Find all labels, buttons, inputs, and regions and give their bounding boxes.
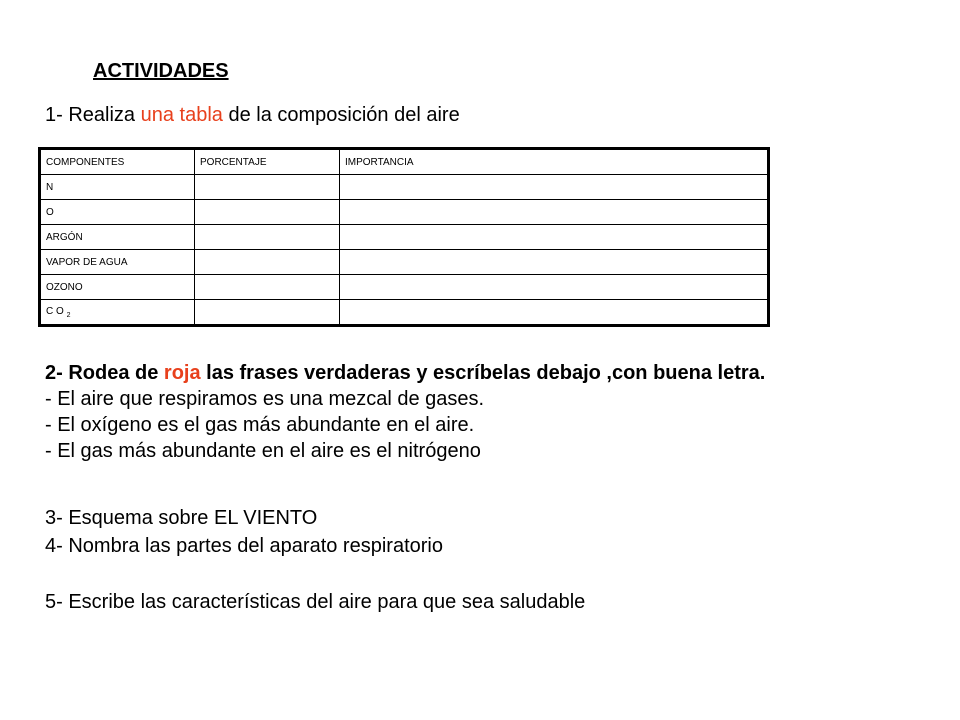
table-row (40, 200, 769, 225)
row-importance-cell (340, 300, 769, 326)
header-porcentaje: PORCENTAJE (195, 149, 340, 175)
row-importance-cell (340, 175, 769, 200)
row-percentage-cell (195, 250, 340, 275)
table-row (40, 300, 769, 326)
row-percentage-cell (195, 300, 340, 326)
row-component: VAPOR DE AGUA (40, 250, 195, 275)
statement-3: - El gas más abundante en el aire es el nitrógeno (45, 440, 481, 462)
question-2-highlight: roja (163, 362, 201, 384)
row-percentage-cell (195, 175, 340, 200)
question-5: 5- Escribe las características del aire para que sea saludable (45, 591, 586, 613)
row-component: OZONO (40, 275, 195, 300)
table-row (40, 250, 769, 275)
question-1 (45, 104, 460, 127)
question-2-heading (45, 360, 765, 386)
composition-table (38, 147, 770, 327)
header-componentes: COMPONENTES (40, 149, 195, 175)
question-1-text-start: 1- Realiza (45, 104, 141, 126)
header-importancia: IMPORTANCIA (340, 149, 769, 175)
row-importance-cell (340, 275, 769, 300)
row-importance-cell (340, 200, 769, 225)
question-2-block (45, 360, 765, 464)
question-3: 3- Esquema sobre EL VIENTO (45, 507, 318, 529)
row-component: ARGÓN (40, 225, 195, 250)
question-2-text-end: las frases verdaderas y escríbelas debajo ,con buena letra. (200, 362, 766, 384)
row-percentage-cell (195, 275, 340, 300)
row-importance-cell (340, 250, 769, 275)
table-row (40, 225, 769, 250)
row-component: O (40, 200, 195, 225)
table-row (40, 275, 769, 300)
row-importance-cell (340, 225, 769, 250)
question-4: 4- Nombra las partes del aparato respiratorio (45, 535, 443, 557)
table-row (40, 175, 769, 200)
co2-base: C O (46, 305, 64, 317)
page-title: ACTIVIDADES (93, 60, 229, 82)
row-component: N (40, 175, 195, 200)
question-1-highlight: una tabla (140, 104, 223, 126)
question-1-text-end: de la composición del aire (222, 104, 460, 126)
question-2-text-start: 2- Rodea de (45, 362, 164, 384)
statement-2: - El oxígeno es el gas más abundante en el aire. (45, 414, 475, 436)
row-percentage-cell (195, 200, 340, 225)
statement-1: - El aire que respiramos es una mezcal de gases. (45, 388, 485, 410)
table-header-row (40, 149, 769, 175)
co2-subscript: 2 (66, 311, 71, 319)
row-component-co2 (40, 300, 195, 326)
row-percentage-cell (195, 225, 340, 250)
questions-3-4-block (45, 504, 443, 560)
